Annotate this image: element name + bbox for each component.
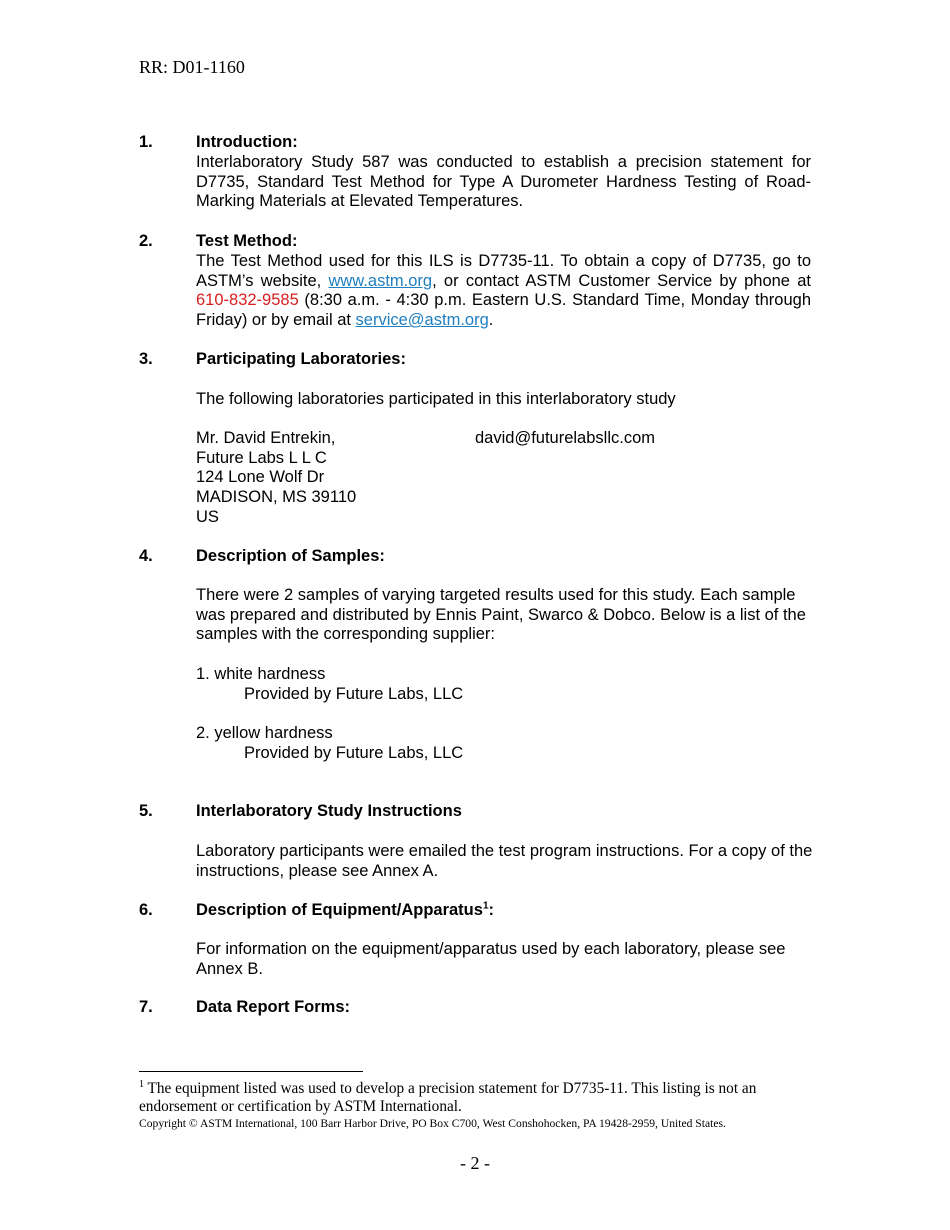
section-4-number: 4.	[139, 547, 153, 565]
section-6-heading	[196, 901, 494, 920]
section-2-heading: Test Method:	[196, 232, 298, 250]
lab-contact-name: Mr. David Entrekin,	[196, 429, 336, 447]
document-reference: RR: D01-1160	[139, 57, 245, 77]
footnote-ref-1: 1	[482, 900, 489, 912]
page-number: - 2 -	[460, 1153, 490, 1173]
lab-contact-email: david@futurelabsllc.com	[475, 429, 655, 447]
section-6-number: 6.	[139, 901, 153, 919]
footnote-text: The equipment listed was used to develop a precision statement for D7735-11. This listing is not an endorsement or certification by ASTM International.	[139, 1080, 757, 1115]
lab-street: 124 Lone Wolf Dr	[196, 468, 325, 486]
footnote-divider	[139, 1071, 363, 1072]
section-6-body: For information on the equipment/apparatus used by each laboratory, please see Annex B.	[196, 940, 786, 978]
section-4-heading: Description of Samples:	[196, 547, 385, 565]
section-5-number: 5.	[139, 802, 153, 820]
sample-2-provider: Provided by Future Labs, LLC	[244, 744, 464, 762]
section-5-heading: Interlaboratory Study Instructions	[196, 802, 462, 820]
section-1-number: 1.	[139, 133, 153, 151]
lab-city: MADISON, MS 39110	[196, 488, 357, 506]
service-email-link[interactable]: service@astm.org	[355, 311, 489, 330]
sample-1-name: 1. white hardness	[196, 665, 326, 683]
astm-website-link[interactable]: www.astm.org	[328, 271, 433, 290]
section-2-body	[196, 252, 811, 331]
section-2-text-c: (8:30 a.m. - 4:30 p.m. Eastern U.S. Standard Time, Monday through Friday) or by email at	[196, 291, 811, 330]
section-5-body: Laboratory participants were emailed the test program instructions. For a copy of the instructions, please see Annex A.	[196, 842, 813, 880]
sample-2-name: 2. yellow hardness	[196, 724, 333, 742]
section-3-number: 3.	[139, 350, 153, 368]
footnote-marker: 1	[139, 1078, 144, 1090]
footnote	[139, 1080, 799, 1116]
section-6-colon: :	[488, 901, 494, 919]
section-3-heading: Participating Laboratories:	[196, 350, 406, 368]
section-4-body: There were 2 samples of varying targeted results used for this study. Each sample was prepared and distributed by Ennis Paint, Swarco & Dobco. Below is a list of the samples with the corresponding supplier:	[196, 586, 806, 644]
section-6-title: Description of Equipment/Apparatus	[196, 901, 483, 919]
customer-service-phone[interactable]: 610-832-9585	[196, 291, 299, 310]
copyright-notice: Copyright © ASTM International, 100 Barr Harbor Drive, PO Box C700, West Conshohocken, PA 19428-2959, United States.	[139, 1117, 726, 1130]
section-2-text-a: The Test Method used for this ILS is D7735-11. To obtain a copy of D7735, go to ASTM’s website,	[196, 252, 811, 290]
sample-1-provider: Provided by Future Labs, LLC	[244, 685, 464, 703]
section-7-heading: Data Report Forms:	[196, 998, 351, 1016]
section-2-text-d: .	[488, 311, 494, 330]
section-3-intro: The following laboratories participated in this interlaboratory study	[196, 390, 676, 408]
section-1-heading: Introduction:	[196, 133, 298, 151]
lab-country: US	[196, 508, 219, 526]
section-2-text-b: , or contact ASTM Customer Service by phone at	[432, 271, 811, 290]
lab-organization: Future Labs L L C	[196, 449, 327, 467]
section-7-number: 7.	[139, 998, 153, 1016]
section-1-body: Interlaboratory Study 587 was conducted to establish a precision statement for D7735, Standard Test Method for Type A Durometer Hardness Testing of Road-Marking Materials at Elevated Temperatures.	[196, 153, 811, 211]
section-2-number: 2.	[139, 232, 153, 250]
